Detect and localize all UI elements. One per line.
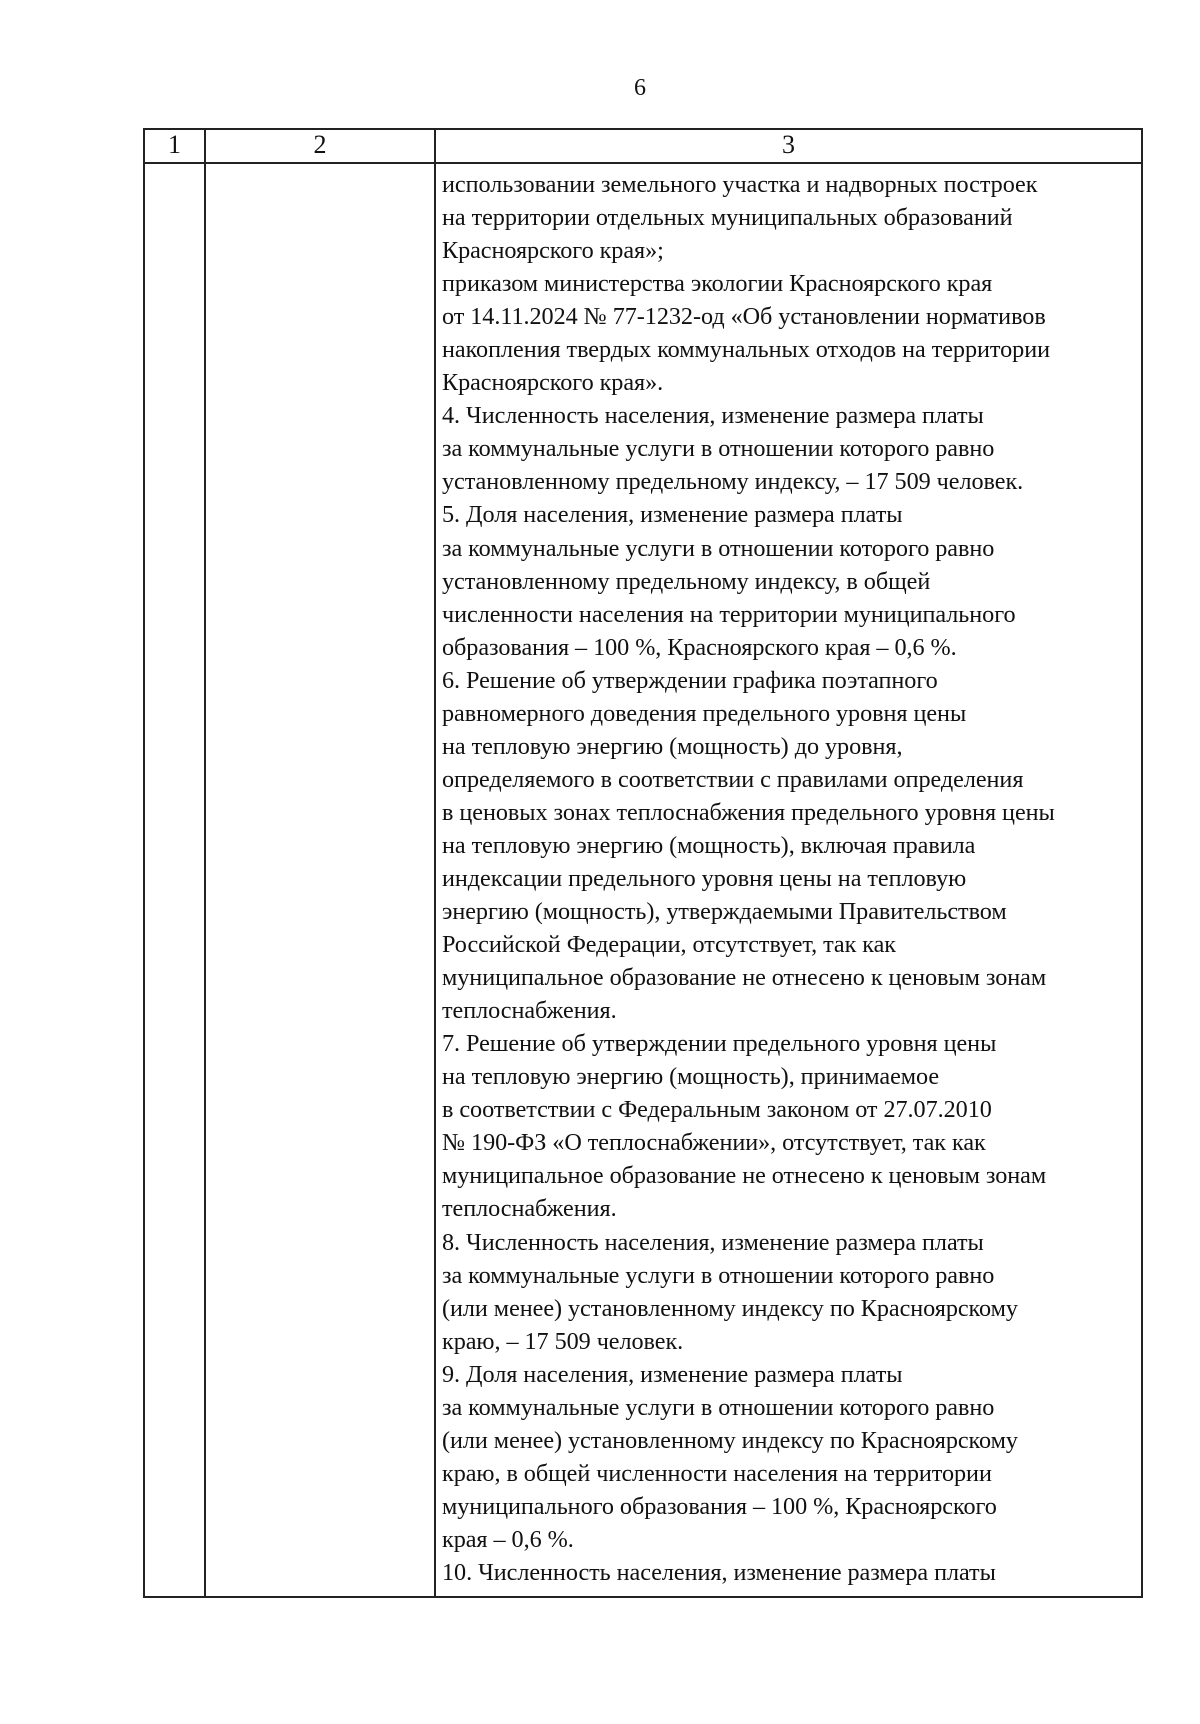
column-2-cell — [205, 163, 435, 1597]
column-header-1: 1 — [144, 129, 205, 163]
content-line: накопления твердых коммунальных отходов на территории — [442, 336, 1050, 364]
content-line: края – 0,6 %. — [442, 1525, 574, 1553]
content-line: (или менее) установленному индексу по Красноярскому — [442, 1294, 1018, 1322]
table-row — [144, 163, 1142, 1597]
content-line: теплоснабжения. — [442, 997, 617, 1025]
page-number: 6 — [634, 75, 646, 101]
content-line: индексации предельного уровня цены на тепловую — [442, 864, 967, 892]
content-line: за коммунальные услуги в отношении которого равно — [442, 534, 995, 562]
content-line: краю, – 17 509 человек. — [442, 1327, 684, 1355]
content-line: Красноярского края». — [442, 369, 664, 397]
content-line: приказом министерства экологии Красноярского края — [442, 270, 993, 298]
content-line: 4. Численность населения, изменение размера платы — [442, 402, 984, 430]
content-line: 10. Численность населения, изменение размера платы — [442, 1558, 996, 1586]
content-line: 8. Численность населения, изменение размера платы — [442, 1228, 984, 1256]
content-line: Российской Федерации, отсутствует, так как — [442, 931, 897, 959]
content-line: (или менее) установленному индексу по Красноярскому — [442, 1426, 1018, 1454]
content-line: муниципальное образование не отнесено к ценовым зонам — [442, 1162, 1047, 1190]
column-header-2: 2 — [205, 129, 435, 163]
content-line: № 190-ФЗ «О теплоснабжении», отсутствует, так как — [442, 1129, 986, 1157]
content-line: муниципального образования – 100 %, Красноярского — [442, 1492, 997, 1520]
content-line: муниципальное образование не отнесено к ценовым зонам — [442, 964, 1047, 992]
content-line: теплоснабжения. — [442, 1195, 617, 1223]
content-line: энергию (мощность), утверждаемыми Правительством — [442, 898, 1007, 926]
content-line: 9. Доля населения, изменение размера платы — [442, 1360, 903, 1388]
content-line: равномерного доведения предельного уровня цены — [442, 699, 967, 727]
content-line: от 14.11.2024 № 77-1232-од «Об установлении нормативов — [442, 303, 1046, 331]
content-line: на тепловую энергию (мощность) до уровня, — [442, 732, 903, 760]
content-line: на тепловую энергию (мощность), принимаемое — [442, 1063, 940, 1091]
content-line: краю, в общей численности населения на территории — [442, 1459, 992, 1487]
content-line: в соответствии с Федеральным законом от 27.07.2010 — [442, 1096, 992, 1124]
content-line: за коммунальные услуги в отношении которого равно — [442, 435, 995, 463]
content-line: установленному предельному индексу, в общей — [442, 567, 931, 595]
table-header-row — [144, 129, 1142, 163]
column-1-cell — [144, 163, 205, 1597]
content-line: образования – 100 %, Красноярского края – 0,6 %. — [442, 633, 957, 661]
content-line: 5. Доля населения, изменение размера платы — [442, 501, 903, 529]
content-line: установленному предельному индексу, – 17 509 человек. — [442, 468, 1024, 496]
content-line: в ценовых зонах теплоснабжения предельного уровня цены — [442, 798, 1055, 826]
content-line: 7. Решение об утверждении предельного уровня цены — [442, 1030, 997, 1058]
content-line: определяемого в соответствии с правилами определения — [442, 765, 1024, 793]
document-table — [143, 128, 1143, 1598]
content-line: 6. Решение об утверждении графика поэтапного — [442, 666, 938, 694]
content-line: на территории отдельных муниципальных образований — [442, 204, 1013, 232]
column-header-3: 3 — [435, 129, 1142, 163]
content-line: за коммунальные услуги в отношении которого равно — [442, 1261, 995, 1289]
content-line: за коммунальные услуги в отношении которого равно — [442, 1393, 995, 1421]
content-line: на тепловую энергию (мощность), включая правила — [442, 831, 976, 859]
content-line: использовании земельного участка и надворных построек — [442, 171, 1038, 198]
content-line: Красноярского края»; — [442, 237, 664, 265]
column-3-text-cell — [435, 163, 1142, 1597]
content-line: численности населения на территории муниципального — [442, 600, 1016, 628]
